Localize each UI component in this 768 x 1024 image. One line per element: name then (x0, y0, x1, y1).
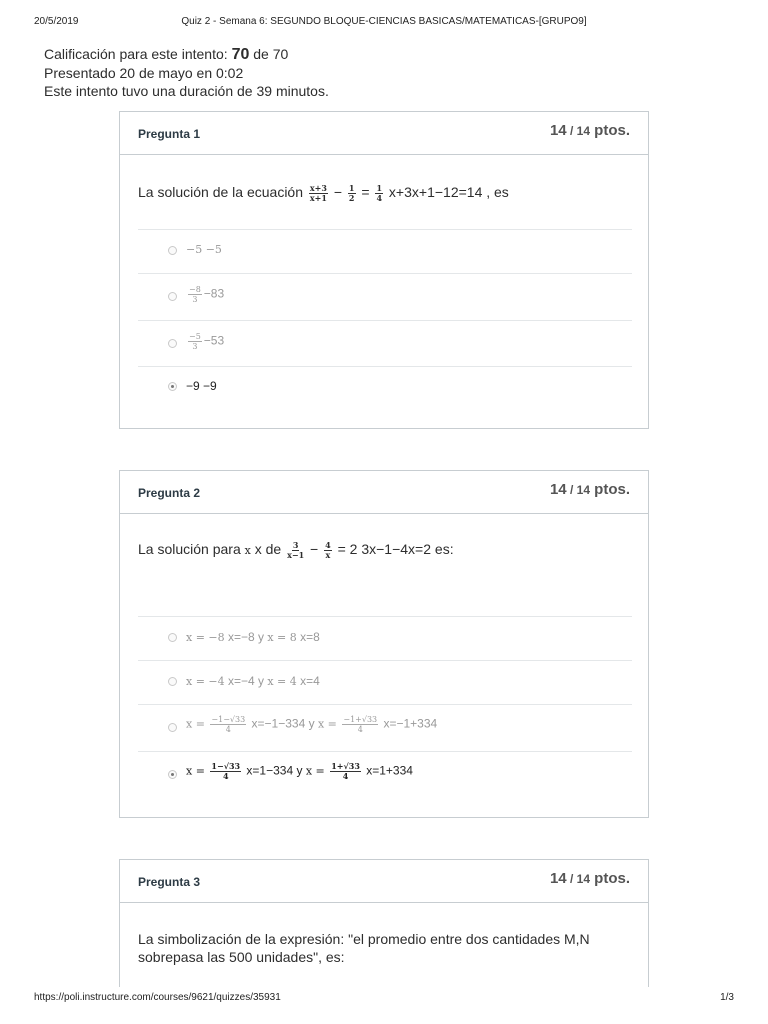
question-text-prefix: La solución para (138, 541, 245, 558)
question-text-line: La simbolización de la expresión: "el promedio entre dos cantidades M,N (138, 931, 590, 947)
points-total: 14 (576, 483, 590, 497)
math-operator: = 2 (333, 541, 362, 558)
fraction-denominator: 4 (225, 725, 231, 734)
fraction-numerator: 3 (292, 540, 299, 550)
answer-math: x = −4 (186, 675, 225, 688)
question-1 (119, 111, 649, 429)
answer-text: x=−4 y (224, 674, 268, 688)
answer-option[interactable] (138, 273, 632, 320)
points-earned: 14 (549, 481, 567, 498)
math-operator: − (329, 184, 346, 201)
points-total: 14 (576, 124, 590, 138)
question-text-line: sobrepasa las 500 unidades", es: (138, 949, 345, 965)
question-title: Pregunta 3 (138, 875, 201, 889)
answer-math: x = (317, 717, 341, 731)
math-variable: x (244, 544, 251, 558)
question-title: Pregunta 1 (138, 127, 201, 141)
question-text-suffix: 3x−1−4x=2 es: (361, 541, 454, 558)
answer-text: x=1−334 y (243, 763, 306, 778)
fraction-numerator: 4 (325, 540, 331, 550)
answer-option[interactable] (138, 660, 632, 704)
print-footer (0, 992, 768, 1006)
attempt-summary (44, 45, 329, 100)
fraction-numerator: 1 (376, 183, 383, 193)
fraction-numerator: −5 (189, 332, 201, 341)
question-text (138, 541, 454, 560)
answer-option[interactable] (138, 229, 632, 273)
answer-math: x = 8 (267, 631, 297, 644)
fraction-denominator: x−1 (287, 550, 305, 560)
answer-label (186, 715, 437, 734)
answer-text: −53 (203, 333, 225, 348)
answer-label (186, 674, 320, 688)
fraction-numerator: 1−√33 (211, 761, 241, 771)
points-unit: ptos. (590, 870, 630, 887)
math-fraction (210, 715, 246, 734)
math-fraction (375, 184, 383, 203)
math-fraction (287, 541, 304, 560)
question-text-mid: x de (250, 541, 286, 558)
math-fraction (348, 184, 356, 203)
math-fraction (309, 184, 328, 203)
question-points (550, 481, 630, 498)
radio-button[interactable] (168, 246, 177, 255)
score-value: 70 (231, 46, 250, 63)
answer-list (138, 229, 632, 412)
radio-button[interactable] (168, 292, 177, 301)
fraction-denominator: 4 (357, 725, 363, 734)
question-points (550, 122, 630, 139)
fraction-denominator: 2 (348, 193, 355, 203)
fraction-denominator: x (325, 550, 331, 560)
fraction-denominator: x+1 (309, 193, 327, 203)
question-header (120, 471, 648, 514)
points-total: 14 (576, 872, 590, 886)
fraction-numerator: −8 (189, 285, 201, 294)
math-fraction (188, 285, 202, 304)
fraction-denominator: 3 (192, 342, 198, 351)
submitted-line: Presentado 20 de mayo en 0:02 (44, 65, 244, 81)
points-earned: 14 (549, 122, 567, 139)
answer-label (186, 630, 320, 644)
answer-math: x = (305, 764, 329, 778)
radio-button[interactable] (168, 677, 177, 686)
question-text (138, 930, 590, 966)
answer-text: x=−8 y (224, 630, 268, 644)
print-date: 20/5/2019 (34, 16, 79, 27)
question-header (120, 112, 648, 155)
print-title: Quiz 2 - Semana 6: SEGUNDO BLOQUE-CIENCIAS BASICAS/MATEMATICAS-[GRUPO9] (181, 16, 587, 27)
duration-line: Este intento tuvo una duración de 39 minutos. (44, 83, 329, 99)
answer-text: x=−1+334 (380, 716, 438, 731)
fraction-numerator: 1 (348, 183, 355, 193)
answer-math: x = (186, 717, 209, 731)
fraction-denominator: 4 (222, 771, 229, 781)
page-number: 1/3 (720, 992, 734, 1003)
score-total: de 70 (249, 46, 289, 62)
math-fraction (188, 332, 202, 351)
radio-button[interactable] (168, 339, 177, 348)
fraction-denominator: 4 (376, 193, 383, 203)
math-fraction (342, 715, 378, 734)
question-text-prefix: La solución de la ecuación (138, 184, 307, 201)
question-text (138, 184, 509, 203)
answer-label (186, 332, 224, 351)
answer-option-selected[interactable] (138, 366, 632, 412)
math-operator: − (306, 541, 323, 558)
points-separator: / (566, 872, 577, 886)
math-operator: = (357, 184, 374, 201)
points-earned: 14 (549, 870, 567, 887)
question-header (120, 860, 648, 903)
fraction-numerator: x+3 (309, 183, 327, 193)
print-header (0, 16, 768, 30)
answer-label (186, 285, 224, 304)
answer-text: x=8 (296, 630, 320, 644)
answer-label (186, 762, 413, 781)
answer-math: x = 4 (267, 675, 297, 688)
question-2 (119, 470, 649, 818)
radio-button[interactable] (168, 723, 177, 732)
answer-option[interactable] (138, 616, 632, 660)
answer-text: −83 (203, 286, 225, 301)
math-fraction (324, 541, 332, 560)
answer-list (138, 616, 632, 797)
points-separator: / (566, 124, 577, 138)
answer-math: x = −8 (186, 631, 225, 644)
score-label: Calificación para este intento: (44, 46, 232, 62)
print-url: https://poli.instructure.com/courses/9621/quizzes/35931 (34, 992, 281, 1003)
answer-text: x=4 (296, 674, 320, 688)
fraction-denominator: 3 (192, 295, 198, 304)
answer-label: −9 −9 (186, 379, 217, 393)
answer-text: x=−1−334 y (248, 716, 318, 731)
math-fraction (330, 762, 361, 781)
question-points (550, 870, 630, 887)
question-title: Pregunta 2 (138, 486, 201, 500)
answer-text: x=1+334 (362, 763, 413, 778)
answer-option-selected[interactable] (138, 751, 632, 797)
fraction-numerator: −1+√33 (343, 715, 378, 724)
points-separator: / (566, 483, 577, 497)
answer-math: x = (186, 764, 209, 778)
fraction-numerator: −1−√33 (211, 715, 246, 724)
math-fraction (210, 762, 241, 781)
fraction-numerator: 1+√33 (331, 761, 360, 771)
question-text-suffix: x+3x+1−12=14 , es (385, 184, 509, 201)
answer-label: −5 −5 (186, 243, 222, 256)
score-line (44, 45, 329, 64)
radio-button[interactable] (168, 633, 177, 642)
fraction-denominator: 4 (342, 771, 349, 781)
points-unit: ptos. (590, 481, 630, 498)
points-unit: ptos. (590, 122, 630, 139)
radio-button[interactable] (168, 770, 177, 779)
question-3 (119, 859, 649, 987)
answer-option[interactable] (138, 320, 632, 366)
radio-button[interactable] (168, 382, 177, 391)
answer-option[interactable] (138, 704, 632, 751)
